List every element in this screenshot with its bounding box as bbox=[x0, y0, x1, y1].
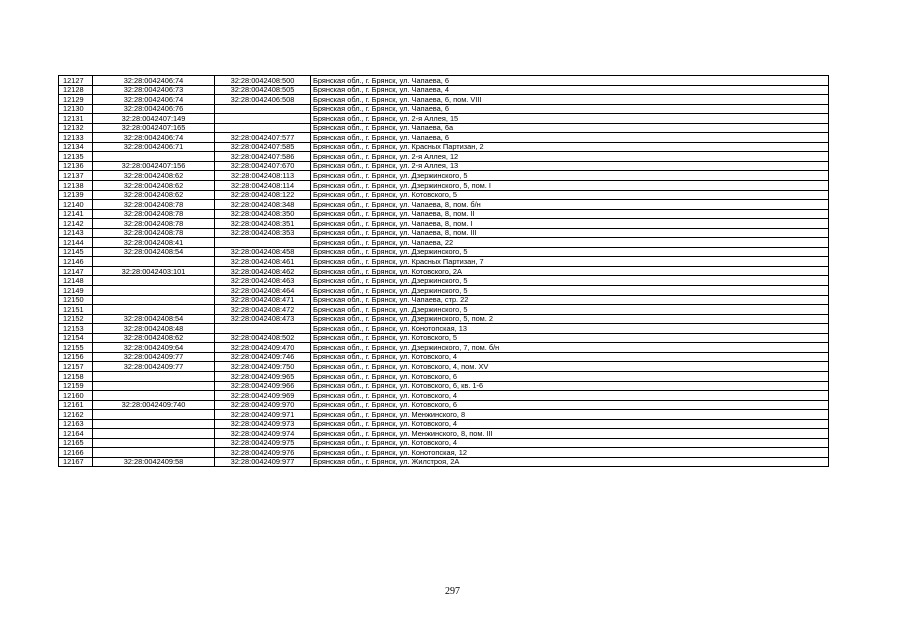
table-row bbox=[59, 295, 829, 305]
row-number-cell: 12160 bbox=[59, 391, 93, 401]
object-cadastral-number-cell: 32:28:0042409:975 bbox=[215, 438, 311, 448]
address-cell: Брянская обл., г. Брянск, ул. 2-я Аллея, 12 bbox=[311, 152, 829, 162]
land-cadastral-number-cell: 32:28:0042409:740 bbox=[93, 400, 215, 410]
table-row bbox=[59, 200, 829, 210]
registry-table-body bbox=[59, 76, 829, 467]
object-cadastral-number-cell bbox=[215, 238, 311, 248]
address-cell: Брянская обл., г. Брянск, ул. Котовского, 6, кв. 1-6 bbox=[311, 381, 829, 391]
object-cadastral-number-cell: 32:28:0042409:746 bbox=[215, 352, 311, 362]
object-cadastral-number-cell: 32:28:0042409:966 bbox=[215, 381, 311, 391]
row-number-cell: 12154 bbox=[59, 333, 93, 343]
object-cadastral-number-cell: 32:28:0042408:353 bbox=[215, 228, 311, 238]
object-cadastral-number-cell: 32:28:0042408:348 bbox=[215, 200, 311, 210]
land-cadastral-number-cell: 32:28:0042408:62 bbox=[93, 171, 215, 181]
row-number-cell: 12132 bbox=[59, 123, 93, 133]
address-cell: Брянская обл., г. Брянск, ул. Дзержинского, 5 bbox=[311, 305, 829, 315]
object-cadastral-number-cell: 32:28:0042409:973 bbox=[215, 419, 311, 429]
object-cadastral-number-cell: 32:28:0042408:461 bbox=[215, 257, 311, 267]
address-cell: Брянская обл., г. Брянск, ул. Конотопская, 13 bbox=[311, 324, 829, 334]
address-cell: Брянская обл., г. Брянск, ул. Жилстроя, 2А bbox=[311, 457, 829, 467]
object-cadastral-number-cell: 32:28:0042408:472 bbox=[215, 305, 311, 315]
table-row bbox=[59, 286, 829, 296]
row-number-cell: 12165 bbox=[59, 438, 93, 448]
row-number-cell: 12153 bbox=[59, 324, 93, 334]
address-cell: Брянская обл., г. Брянск, ул. Чапаева, 8, пом. III bbox=[311, 228, 829, 238]
table-row bbox=[59, 85, 829, 95]
row-number-cell: 12137 bbox=[59, 171, 93, 181]
object-cadastral-number-cell bbox=[215, 104, 311, 114]
row-number-cell: 12134 bbox=[59, 142, 93, 152]
land-cadastral-number-cell bbox=[93, 276, 215, 286]
table-row bbox=[59, 391, 829, 401]
row-number-cell: 12131 bbox=[59, 114, 93, 124]
table-row bbox=[59, 276, 829, 286]
address-cell: Брянская обл., г. Брянск, ул. Конотопская, 12 bbox=[311, 448, 829, 458]
row-number-cell: 12141 bbox=[59, 209, 93, 219]
object-cadastral-number-cell: 32:28:0042408:350 bbox=[215, 209, 311, 219]
row-number-cell: 12163 bbox=[59, 419, 93, 429]
object-cadastral-number-cell: 32:28:0042407:586 bbox=[215, 152, 311, 162]
address-cell: Брянская обл., г. Брянск, ул. Котовского, 4 bbox=[311, 438, 829, 448]
table-row bbox=[59, 228, 829, 238]
table-row bbox=[59, 171, 829, 181]
land-cadastral-number-cell: 32:28:0042408:78 bbox=[93, 200, 215, 210]
table-row bbox=[59, 95, 829, 105]
object-cadastral-number-cell: 32:28:0042409:969 bbox=[215, 391, 311, 401]
land-cadastral-number-cell: 32:28:0042408:54 bbox=[93, 247, 215, 257]
object-cadastral-number-cell: 32:28:0042408:473 bbox=[215, 314, 311, 324]
object-cadastral-number-cell: 32:28:0042407:670 bbox=[215, 161, 311, 171]
address-cell: Брянская обл., г. Брянск, ул. Чапаева, 4 bbox=[311, 85, 829, 95]
row-number-cell: 12159 bbox=[59, 381, 93, 391]
land-cadastral-number-cell: 32:28:0042409:58 bbox=[93, 457, 215, 467]
address-cell: Брянская обл., г. Брянск, ул. Котовского, 6 bbox=[311, 371, 829, 381]
object-cadastral-number-cell: 32:28:0042408:463 bbox=[215, 276, 311, 286]
table-row bbox=[59, 257, 829, 267]
object-cadastral-number-cell: 32:28:0042409:750 bbox=[215, 362, 311, 372]
object-cadastral-number-cell: 32:28:0042409:977 bbox=[215, 457, 311, 467]
address-cell: Брянская обл., г. Брянск, ул. 2-я Аллея, 15 bbox=[311, 114, 829, 124]
page-number: 297 bbox=[445, 586, 460, 597]
land-cadastral-number-cell bbox=[93, 371, 215, 381]
address-cell: Брянская обл., г. Брянск, ул. Котовского, 4 bbox=[311, 352, 829, 362]
object-cadastral-number-cell: 32:28:0042409:970 bbox=[215, 400, 311, 410]
object-cadastral-number-cell: 32:28:0042409:976 bbox=[215, 448, 311, 458]
land-cadastral-number-cell: 32:28:0042406:73 bbox=[93, 85, 215, 95]
address-cell: Брянская обл., г. Брянск, ул. Менжинского, 8 bbox=[311, 410, 829, 420]
address-cell: Брянская обл., г. Брянск, ул. Котовского, 5 bbox=[311, 333, 829, 343]
row-number-cell: 12139 bbox=[59, 190, 93, 200]
table-row bbox=[59, 438, 829, 448]
table-row bbox=[59, 410, 829, 420]
land-cadastral-number-cell: 32:28:0042409:77 bbox=[93, 362, 215, 372]
row-number-cell: 12150 bbox=[59, 295, 93, 305]
address-cell: Брянская обл., г. Брянск, ул. Чапаева, 22 bbox=[311, 238, 829, 248]
land-cadastral-number-cell bbox=[93, 257, 215, 267]
row-number-cell: 12140 bbox=[59, 200, 93, 210]
row-number-cell: 12130 bbox=[59, 104, 93, 114]
row-number-cell: 12152 bbox=[59, 314, 93, 324]
land-cadastral-number-cell bbox=[93, 448, 215, 458]
address-cell: Брянская обл., г. Брянск, ул. Красных Партизан, 2 bbox=[311, 142, 829, 152]
table-row bbox=[59, 457, 829, 467]
row-number-cell: 12157 bbox=[59, 362, 93, 372]
object-cadastral-number-cell: 32:28:0042408:505 bbox=[215, 85, 311, 95]
object-cadastral-number-cell bbox=[215, 114, 311, 124]
land-cadastral-number-cell: 32:28:0042408:41 bbox=[93, 238, 215, 248]
table-row bbox=[59, 352, 829, 362]
row-number-cell: 12145 bbox=[59, 247, 93, 257]
address-cell: Брянская обл., г. Брянск, ул. Дзержинского, 5 bbox=[311, 276, 829, 286]
row-number-cell: 12149 bbox=[59, 286, 93, 296]
row-number-cell: 12146 bbox=[59, 257, 93, 267]
table-row bbox=[59, 209, 829, 219]
address-cell: Брянская обл., г. Брянск, ул. Чапаева, стр. 22 bbox=[311, 295, 829, 305]
land-cadastral-number-cell: 32:28:0042406:71 bbox=[93, 142, 215, 152]
row-number-cell: 12158 bbox=[59, 371, 93, 381]
land-cadastral-number-cell: 32:28:0042408:78 bbox=[93, 209, 215, 219]
land-cadastral-number-cell: 32:28:0042409:77 bbox=[93, 352, 215, 362]
table-row bbox=[59, 238, 829, 248]
address-cell: Брянская обл., г. Брянск, ул. 2-я Аллея, 13 bbox=[311, 161, 829, 171]
table-row bbox=[59, 429, 829, 439]
table-row bbox=[59, 324, 829, 334]
land-cadastral-number-cell: 32:28:0042408:62 bbox=[93, 190, 215, 200]
row-number-cell: 12166 bbox=[59, 448, 93, 458]
land-cadastral-number-cell: 32:28:0042408:78 bbox=[93, 219, 215, 229]
table-row bbox=[59, 247, 829, 257]
land-cadastral-number-cell bbox=[93, 286, 215, 296]
object-cadastral-number-cell: 32:28:0042408:462 bbox=[215, 266, 311, 276]
table-row bbox=[59, 305, 829, 315]
registry-table bbox=[58, 75, 829, 467]
object-cadastral-number-cell: 32:28:0042409:974 bbox=[215, 429, 311, 439]
table-row bbox=[59, 362, 829, 372]
object-cadastral-number-cell: 32:28:0042408:114 bbox=[215, 181, 311, 191]
table-row bbox=[59, 133, 829, 143]
land-cadastral-number-cell bbox=[93, 152, 215, 162]
land-cadastral-number-cell: 32:28:0042408:62 bbox=[93, 181, 215, 191]
land-cadastral-number-cell bbox=[93, 438, 215, 448]
land-cadastral-number-cell bbox=[93, 429, 215, 439]
row-number-cell: 12138 bbox=[59, 181, 93, 191]
object-cadastral-number-cell: 32:28:0042409:965 bbox=[215, 371, 311, 381]
object-cadastral-number-cell: 32:28:0042408:113 bbox=[215, 171, 311, 181]
land-cadastral-number-cell: 32:28:0042407:156 bbox=[93, 161, 215, 171]
land-cadastral-number-cell: 32:28:0042407:165 bbox=[93, 123, 215, 133]
land-cadastral-number-cell bbox=[93, 419, 215, 429]
object-cadastral-number-cell: 32:28:0042409:470 bbox=[215, 343, 311, 353]
row-number-cell: 12144 bbox=[59, 238, 93, 248]
land-cadastral-number-cell: 32:28:0042407:149 bbox=[93, 114, 215, 124]
address-cell: Брянская обл., г. Брянск, ул. Котовского, 5 bbox=[311, 190, 829, 200]
table-row bbox=[59, 152, 829, 162]
land-cadastral-number-cell: 32:28:0042406:74 bbox=[93, 95, 215, 105]
object-cadastral-number-cell: 32:28:0042407:585 bbox=[215, 142, 311, 152]
row-number-cell: 12162 bbox=[59, 410, 93, 420]
table-row bbox=[59, 123, 829, 133]
table-row bbox=[59, 333, 829, 343]
table-row bbox=[59, 448, 829, 458]
row-number-cell: 12155 bbox=[59, 343, 93, 353]
table-row bbox=[59, 400, 829, 410]
address-cell: Брянская обл., г. Брянск, ул. Котовского, 4, пом. XV bbox=[311, 362, 829, 372]
address-cell: Брянская обл., г. Брянск, ул. Котовского, 4 bbox=[311, 419, 829, 429]
object-cadastral-number-cell: 32:28:0042408:351 bbox=[215, 219, 311, 229]
land-cadastral-number-cell: 32:28:0042403:101 bbox=[93, 266, 215, 276]
row-number-cell: 12167 bbox=[59, 457, 93, 467]
land-cadastral-number-cell: 32:28:0042406:74 bbox=[93, 76, 215, 86]
address-cell: Брянская обл., г. Брянск, ул. Дзержинского, 5, пом. I bbox=[311, 181, 829, 191]
object-cadastral-number-cell bbox=[215, 123, 311, 133]
row-number-cell: 12127 bbox=[59, 76, 93, 86]
object-cadastral-number-cell: 32:28:0042408:471 bbox=[215, 295, 311, 305]
table-row bbox=[59, 419, 829, 429]
table-row bbox=[59, 161, 829, 171]
address-cell: Брянская обл., г. Брянск, ул. Котовского, 6 bbox=[311, 400, 829, 410]
table-row bbox=[59, 381, 829, 391]
object-cadastral-number-cell: 32:28:0042407:577 bbox=[215, 133, 311, 143]
row-number-cell: 12147 bbox=[59, 266, 93, 276]
land-cadastral-number-cell: 32:28:0042408:54 bbox=[93, 314, 215, 324]
address-cell: Брянская обл., г. Брянск, ул. Чапаева, 8, пом. б/н bbox=[311, 200, 829, 210]
land-cadastral-number-cell: 32:28:0042406:74 bbox=[93, 133, 215, 143]
address-cell: Брянская обл., г. Брянск, ул. Чапаева, 6 bbox=[311, 104, 829, 114]
address-cell: Брянская обл., г. Брянск, ул. Дзержинского, 5, пом. 2 bbox=[311, 314, 829, 324]
address-cell: Брянская обл., г. Брянск, ул. Чапаева, 6 bbox=[311, 76, 829, 86]
land-cadastral-number-cell: 32:28:0042408:78 bbox=[93, 228, 215, 238]
object-cadastral-number-cell: 32:28:0042408:122 bbox=[215, 190, 311, 200]
row-number-cell: 12143 bbox=[59, 228, 93, 238]
address-cell: Брянская обл., г. Брянск, ул. Красных Партизан, 7 bbox=[311, 257, 829, 267]
land-cadastral-number-cell: 32:28:0042408:48 bbox=[93, 324, 215, 334]
table-row bbox=[59, 219, 829, 229]
address-cell: Брянская обл., г. Брянск, ул. Чапаева, 8, пом. II bbox=[311, 209, 829, 219]
table-row bbox=[59, 343, 829, 353]
object-cadastral-number-cell: 32:28:0042408:458 bbox=[215, 247, 311, 257]
table-row bbox=[59, 142, 829, 152]
address-cell: Брянская обл., г. Брянск, ул. Дзержинского, 5 bbox=[311, 171, 829, 181]
object-cadastral-number-cell: 32:28:0042409:971 bbox=[215, 410, 311, 420]
address-cell: Брянская обл., г. Брянск, ул. Чапаева, 8, пом. I bbox=[311, 219, 829, 229]
table-row bbox=[59, 114, 829, 124]
row-number-cell: 12128 bbox=[59, 85, 93, 95]
land-cadastral-number-cell bbox=[93, 410, 215, 420]
table-row bbox=[59, 266, 829, 276]
row-number-cell: 12156 bbox=[59, 352, 93, 362]
address-cell: Брянская обл., г. Брянск, ул. Чапаева, 6а bbox=[311, 123, 829, 133]
row-number-cell: 12135 bbox=[59, 152, 93, 162]
table-row bbox=[59, 190, 829, 200]
land-cadastral-number-cell bbox=[93, 391, 215, 401]
address-cell: Брянская обл., г. Брянск, ул. Дзержинского, 7, пом. б/н bbox=[311, 343, 829, 353]
table-row bbox=[59, 314, 829, 324]
land-cadastral-number-cell bbox=[93, 305, 215, 315]
address-cell: Брянская обл., г. Брянск, ул. Дзержинского, 5 bbox=[311, 286, 829, 296]
object-cadastral-number-cell: 32:28:0042408:502 bbox=[215, 333, 311, 343]
address-cell: Брянская обл., г. Брянск, ул. Чапаева, 6, пом. VIII bbox=[311, 95, 829, 105]
row-number-cell: 12133 bbox=[59, 133, 93, 143]
row-number-cell: 12151 bbox=[59, 305, 93, 315]
object-cadastral-number-cell: 32:28:0042406:508 bbox=[215, 95, 311, 105]
table-row bbox=[59, 181, 829, 191]
address-cell: Брянская обл., г. Брянск, ул. Менжинского, 8, пом. III bbox=[311, 429, 829, 439]
row-number-cell: 12164 bbox=[59, 429, 93, 439]
row-number-cell: 12161 bbox=[59, 400, 93, 410]
land-cadastral-number-cell: 32:28:0042409:64 bbox=[93, 343, 215, 353]
table-row bbox=[59, 104, 829, 114]
land-cadastral-number-cell bbox=[93, 381, 215, 391]
row-number-cell: 12129 bbox=[59, 95, 93, 105]
land-cadastral-number-cell: 32:28:0042408:62 bbox=[93, 333, 215, 343]
object-cadastral-number-cell: 32:28:0042408:500 bbox=[215, 76, 311, 86]
address-cell: Брянская обл., г. Брянск, ул. Чапаева, 6 bbox=[311, 133, 829, 143]
land-cadastral-number-cell: 32:28:0042406:76 bbox=[93, 104, 215, 114]
address-cell: Брянская обл., г. Брянск, ул. Котовского, 2А bbox=[311, 266, 829, 276]
object-cadastral-number-cell bbox=[215, 324, 311, 334]
row-number-cell: 12148 bbox=[59, 276, 93, 286]
row-number-cell: 12142 bbox=[59, 219, 93, 229]
row-number-cell: 12136 bbox=[59, 161, 93, 171]
object-cadastral-number-cell: 32:28:0042408:464 bbox=[215, 286, 311, 296]
land-cadastral-number-cell bbox=[93, 295, 215, 305]
table-row bbox=[59, 76, 829, 86]
address-cell: Брянская обл., г. Брянск, ул. Дзержинского, 5 bbox=[311, 247, 829, 257]
address-cell: Брянская обл., г. Брянск, ул. Котовского, 4 bbox=[311, 391, 829, 401]
table-row bbox=[59, 371, 829, 381]
